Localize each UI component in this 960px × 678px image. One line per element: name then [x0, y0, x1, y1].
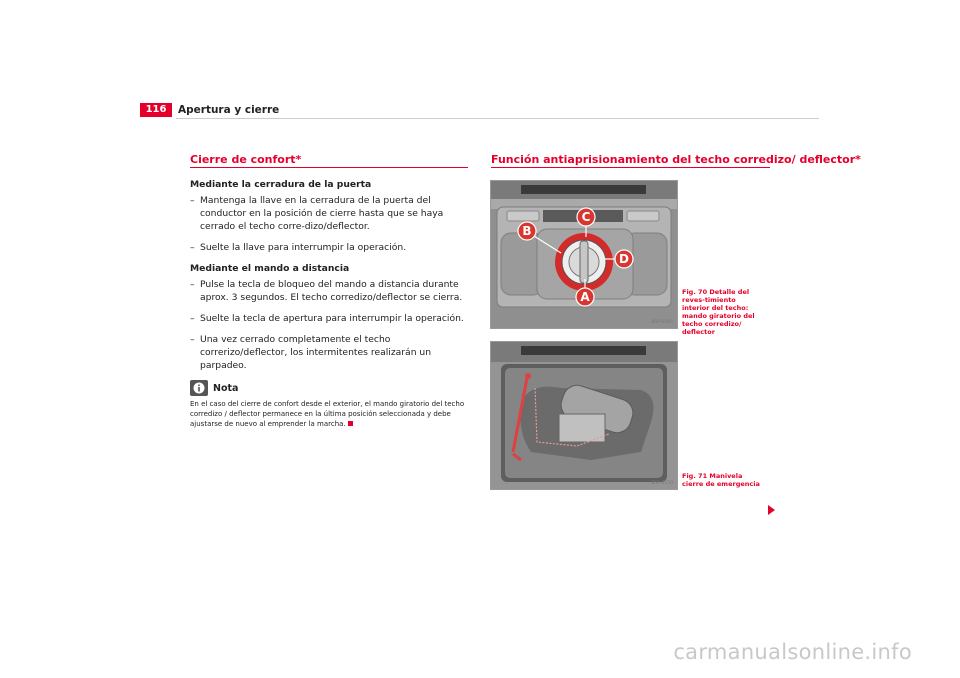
- list-item-text: Suelte la tecla de apertura para interrumpir la operación.: [200, 313, 464, 324]
- header-title: Apertura y cierre: [178, 104, 280, 116]
- list-item-text: Pulse la tecla de bloqueo del mando a distancia durante aprox. 3 segundos. El techo corredizo/deflector se cierra.: [200, 279, 463, 303]
- page-number: 116: [140, 103, 172, 117]
- header-rule: [176, 118, 819, 119]
- figure-71: [490, 341, 678, 490]
- figure-70: [490, 180, 678, 329]
- list-item-text: Suelte la llave para interrumpir la operación.: [200, 242, 407, 253]
- note-text-body: En el caso del cierre de confort desde el exterior, el mando giratorio del techo corredizo / deflector permanece en la última posición seleccionada y debe ajustarse de nuevo al emprender la marcha.: [190, 400, 465, 428]
- section-title-antiaprisionamiento: Función antiaprisionamiento del techo corredizo/ deflector*: [491, 153, 861, 166]
- svg-text:D: D: [619, 252, 629, 266]
- section-rule-right: [491, 167, 770, 168]
- figure-code: B5P-0085: [651, 320, 673, 325]
- watermark: carmanualsonline.info: [673, 640, 912, 664]
- note-text: [190, 399, 468, 429]
- list-item-text: Una vez cerrado completamente el techo correrizo/deflector, los intermitentes realizarán un parpadeo.: [200, 334, 432, 371]
- figure-70-caption: Fig. 70 Detalle del reves-timiento interior del techo: mando giratorio del techo corredizo/ deflector: [682, 288, 755, 336]
- end-mark-icon: [348, 421, 353, 426]
- note-box: [190, 380, 468, 429]
- subhead-cerradura: Mediante la cerradura de la puerta: [190, 179, 372, 190]
- svg-text:B: B: [522, 224, 532, 238]
- subhead-mando: Mediante el mando a distancia: [190, 263, 350, 274]
- list-item: – Mantenga la llave en la cerradura de la puerta del conductor en la posición de cierre hasta que se haya cerrado el techo corre-dizo/deflector.: [190, 195, 444, 232]
- list-item: – Una vez cerrado completamente el techo correrizo/deflector, los intermitentes realizarán un parpadeo.: [190, 334, 432, 371]
- list-item: – Suelte la tecla de apertura para interrumpir la operación.: [190, 313, 464, 324]
- list-item-text: Mantenga la llave en la cerradura de la puerta del conductor en la posición de cierre hasta que se haya cerrado el techo corre-dizo/deflector.: [200, 195, 444, 232]
- emergency-crank-illustration: [491, 342, 677, 489]
- info-icon: [190, 380, 208, 396]
- list-item: – Suelte la llave para interrumpir la operación.: [190, 242, 407, 253]
- note-label: Nota: [213, 382, 239, 394]
- roof-control-illustration: [491, 181, 677, 328]
- section-rule-left: [190, 167, 468, 168]
- svg-text:A: A: [580, 290, 590, 304]
- note-head: [190, 380, 468, 396]
- figure-code: B5P-0150: [651, 481, 673, 486]
- list-item: – Pulse la tecla de bloqueo del mando a distancia durante aprox. 3 segundos. El techo corredizo/deflector se cierra.: [190, 279, 463, 303]
- svg-text:C: C: [581, 210, 591, 224]
- figure-71-caption: Fig. 71 Manivela cierre de emergencia: [682, 472, 760, 488]
- left-column: [190, 178, 468, 429]
- next-page-arrow-icon[interactable]: [768, 505, 775, 515]
- section-title-cierre-confort: Cierre de confort*: [190, 153, 302, 166]
